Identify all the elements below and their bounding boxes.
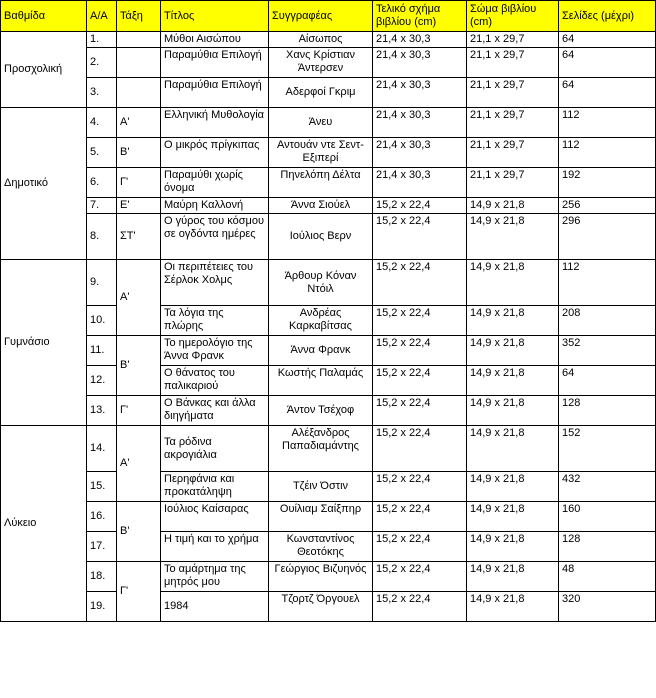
- author-cell: Ανδρέας Καρκαβίτσας: [269, 306, 373, 336]
- pages-cell: 128: [559, 532, 656, 562]
- header-body-size: Σώμα βιβλίου (cm): [467, 1, 559, 32]
- table-row: [1, 502, 656, 532]
- table-row: [1, 138, 656, 168]
- final-size-cell: 15,2 x 22,4: [373, 472, 467, 502]
- author-cell: Κωνσταντίνος Θεοτόκης: [269, 532, 373, 562]
- author-cell: Αντουάν ντε Σεντ- Εξιπερί: [269, 138, 373, 168]
- author-cell: Άνευ: [269, 108, 373, 138]
- level-cell: Λύκειο: [1, 426, 87, 622]
- table-row: [1, 168, 656, 198]
- header-author: Συγγραφέας: [269, 1, 373, 32]
- author-cell: Ουίλιαμ Σαίξπηρ: [269, 502, 373, 532]
- level-cell: Προσχολική: [1, 32, 87, 108]
- title-cell: Το ημερολόγιο της Άννα Φρανκ: [161, 336, 269, 366]
- final-size-cell: 21,4 x 30,3: [373, 48, 467, 78]
- table-row: [1, 108, 656, 138]
- final-size-cell: 21,4 x 30,3: [373, 138, 467, 168]
- author-cell: Τζορτζ Όργουελ: [269, 592, 373, 622]
- author-cell: Αδερφοί Γκριμ: [269, 78, 373, 108]
- author-cell: Πηνελόπη Δέλτα: [269, 168, 373, 198]
- title-cell: Τα λόγια της πλώρης: [161, 306, 269, 336]
- taxi-cell: Α': [117, 108, 161, 138]
- level-cell: Γυμνάσιο: [1, 260, 87, 426]
- final-size-cell: 21,4 x 30,3: [373, 168, 467, 198]
- body-size-cell: 21,1 x 29,7: [467, 138, 559, 168]
- aa-cell: 16.: [87, 502, 117, 532]
- aa-cell: 7.: [87, 198, 117, 214]
- table-row: [1, 214, 656, 260]
- body-size-cell: 14,9 x 21,8: [467, 306, 559, 336]
- pages-cell: 64: [559, 366, 656, 396]
- taxi-cell: Γ': [117, 168, 161, 198]
- author-cell: Ιούλιος Βερν: [269, 214, 373, 260]
- aa-cell: 13.: [87, 396, 117, 426]
- table-row: [1, 32, 656, 48]
- title-cell: Ο θάνατος του παλικαριού: [161, 366, 269, 396]
- pages-cell: 64: [559, 32, 656, 48]
- final-size-cell: 15,2 x 22,4: [373, 562, 467, 592]
- pages-cell: 352: [559, 336, 656, 366]
- aa-cell: 4.: [87, 108, 117, 138]
- body-size-cell: 14,9 x 21,8: [467, 260, 559, 306]
- final-size-cell: 21,4 x 30,3: [373, 108, 467, 138]
- author-cell: Κωστής Παλαμάς: [269, 366, 373, 396]
- table-row: [1, 260, 656, 306]
- author-cell: Γεώργιος Βιζυηνός: [269, 562, 373, 592]
- pages-cell: 256: [559, 198, 656, 214]
- taxi-cell: Γ': [117, 396, 161, 426]
- taxi-cell: ΣΤ': [117, 214, 161, 260]
- body-size-cell: 14,9 x 21,8: [467, 396, 559, 426]
- pages-cell: 112: [559, 138, 656, 168]
- taxi-cell: Β': [117, 138, 161, 168]
- level-cell: Δημοτικό: [1, 108, 87, 260]
- title-cell: Μαύρη Καλλονή: [161, 198, 269, 214]
- pages-cell: 48: [559, 562, 656, 592]
- pages-cell: 296: [559, 214, 656, 260]
- author-cell: Άντον Τσέχοφ: [269, 396, 373, 426]
- title-cell: Μύθοι Αισώπου: [161, 32, 269, 48]
- header-level: Βαθμίδα: [1, 1, 87, 32]
- aa-cell: 9.: [87, 260, 117, 306]
- table-row: [1, 562, 656, 592]
- title-cell: Ο μικρός πρίγκιπας: [161, 138, 269, 168]
- body-size-cell: 14,9 x 21,8: [467, 336, 559, 366]
- author-cell: Άννα Σιούελ: [269, 198, 373, 214]
- aa-cell: 14.: [87, 426, 117, 472]
- aa-cell: 15.: [87, 472, 117, 502]
- table-row: [1, 336, 656, 366]
- title-cell: Οι περιπέτειες του Σέρλοκ Χολμς: [161, 260, 269, 306]
- pages-cell: 64: [559, 48, 656, 78]
- title-cell: Περηφάνια και προκατάληψη: [161, 472, 269, 502]
- final-size-cell: 15,2 x 22,4: [373, 592, 467, 622]
- pages-cell: 208: [559, 306, 656, 336]
- title-cell: Παραμύθια Επιλογή: [161, 78, 269, 108]
- taxi-cell: [117, 32, 161, 48]
- aa-cell: 5.: [87, 138, 117, 168]
- header-aa: Α/Α: [87, 1, 117, 32]
- aa-cell: 8.: [87, 214, 117, 260]
- final-size-cell: 15,2 x 22,4: [373, 426, 467, 472]
- title-cell: Παραμύθια Επιλογή: [161, 48, 269, 78]
- table-row: [1, 472, 656, 502]
- table-row: [1, 48, 656, 78]
- author-cell: Άρθουρ Κόναν Ντόιλ: [269, 260, 373, 306]
- body-size-cell: 14,9 x 21,8: [467, 532, 559, 562]
- title-cell: Ο γύρος του κόσμου σε ογδόντα ημέρες: [161, 214, 269, 260]
- taxi-cell: Α': [117, 426, 161, 502]
- body-size-cell: 21,1 x 29,7: [467, 78, 559, 108]
- final-size-cell: 15,2 x 22,4: [373, 214, 467, 260]
- header-taxi: Τάξη: [117, 1, 161, 32]
- table-row: [1, 306, 656, 336]
- aa-cell: 18.: [87, 562, 117, 592]
- title-cell: Παραμύθι χωρίς όνομα: [161, 168, 269, 198]
- table-row: [1, 592, 656, 622]
- final-size-cell: 15,2 x 22,4: [373, 396, 467, 426]
- body-size-cell: 14,9 x 21,8: [467, 214, 559, 260]
- header-pages: Σελίδες (μέχρι): [559, 1, 656, 32]
- taxi-cell: [117, 78, 161, 108]
- taxi-cell: Β': [117, 336, 161, 396]
- pages-cell: 152: [559, 426, 656, 472]
- aa-cell: 10.: [87, 306, 117, 336]
- aa-cell: 2.: [87, 48, 117, 78]
- taxi-cell: Β': [117, 502, 161, 562]
- pages-cell: 160: [559, 502, 656, 532]
- taxi-cell: Γ': [117, 562, 161, 622]
- title-cell: Τα ρόδινα ακρογιάλια: [161, 426, 269, 472]
- table-header-row: [1, 1, 656, 32]
- body-size-cell: 21,1 x 29,7: [467, 32, 559, 48]
- body-size-cell: 21,1 x 29,7: [467, 108, 559, 138]
- author-cell: Αίσωπος: [269, 32, 373, 48]
- aa-cell: 19.: [87, 592, 117, 622]
- table-row: [1, 532, 656, 562]
- table-row: [1, 366, 656, 396]
- taxi-cell: Ε': [117, 198, 161, 214]
- table-row: [1, 198, 656, 214]
- header-title: Τίτλος: [161, 1, 269, 32]
- body-size-cell: 14,9 x 21,8: [467, 366, 559, 396]
- title-cell: Ο Βάνκας και άλλα διηγήματα: [161, 396, 269, 426]
- taxi-cell: [117, 48, 161, 78]
- body-size-cell: 14,9 x 21,8: [467, 502, 559, 532]
- aa-cell: 3.: [87, 78, 117, 108]
- final-size-cell: 15,2 x 22,4: [373, 198, 467, 214]
- body-size-cell: 14,9 x 21,8: [467, 562, 559, 592]
- body-size-cell: 21,1 x 29,7: [467, 168, 559, 198]
- pages-cell: 320: [559, 592, 656, 622]
- header-final-size: Τελικό σχήμα βιβλίου (cm): [373, 1, 467, 32]
- pages-cell: 112: [559, 260, 656, 306]
- title-cell: Ιούλιος Καίσαρας: [161, 502, 269, 532]
- author-cell: Τζέιν Όστιν: [269, 472, 373, 502]
- title-cell: Το αμάρτημα της μητρός μου: [161, 562, 269, 592]
- title-cell: Η τιμή και το χρήμα: [161, 532, 269, 562]
- author-cell: Άννα Φρανκ: [269, 336, 373, 366]
- pages-cell: 64: [559, 78, 656, 108]
- final-size-cell: 15,2 x 22,4: [373, 366, 467, 396]
- final-size-cell: 15,2 x 22,4: [373, 532, 467, 562]
- body-size-cell: 21,1 x 29,7: [467, 48, 559, 78]
- aa-cell: 1.: [87, 32, 117, 48]
- aa-cell: 6.: [87, 168, 117, 198]
- pages-cell: 192: [559, 168, 656, 198]
- table-row: [1, 78, 656, 108]
- author-cell: Αλέξανδρος Παπαδιαμάντης: [269, 426, 373, 472]
- table-row: [1, 396, 656, 426]
- body-size-cell: 14,9 x 21,8: [467, 472, 559, 502]
- body-size-cell: 14,9 x 21,8: [467, 198, 559, 214]
- author-cell: Χανς Κρίστιαν Άντερσεν: [269, 48, 373, 78]
- aa-cell: 17.: [87, 532, 117, 562]
- pages-cell: 432: [559, 472, 656, 502]
- final-size-cell: 15,2 x 22,4: [373, 306, 467, 336]
- final-size-cell: 21,4 x 30,3: [373, 78, 467, 108]
- aa-cell: 12.: [87, 366, 117, 396]
- final-size-cell: 21,4 x 30,3: [373, 32, 467, 48]
- taxi-cell: Α': [117, 260, 161, 336]
- body-size-cell: 14,9 x 21,8: [467, 426, 559, 472]
- title-cell: Ελληνική Μυθολογία: [161, 108, 269, 138]
- table-row: [1, 426, 656, 472]
- title-cell: 1984: [161, 592, 269, 622]
- final-size-cell: 15,2 x 22,4: [373, 260, 467, 306]
- aa-cell: 11.: [87, 336, 117, 366]
- final-size-cell: 15,2 x 22,4: [373, 502, 467, 532]
- pages-cell: 112: [559, 108, 656, 138]
- pages-cell: 128: [559, 396, 656, 426]
- final-size-cell: 15,2 x 22,4: [373, 336, 467, 366]
- body-size-cell: 14,9 x 21,8: [467, 592, 559, 622]
